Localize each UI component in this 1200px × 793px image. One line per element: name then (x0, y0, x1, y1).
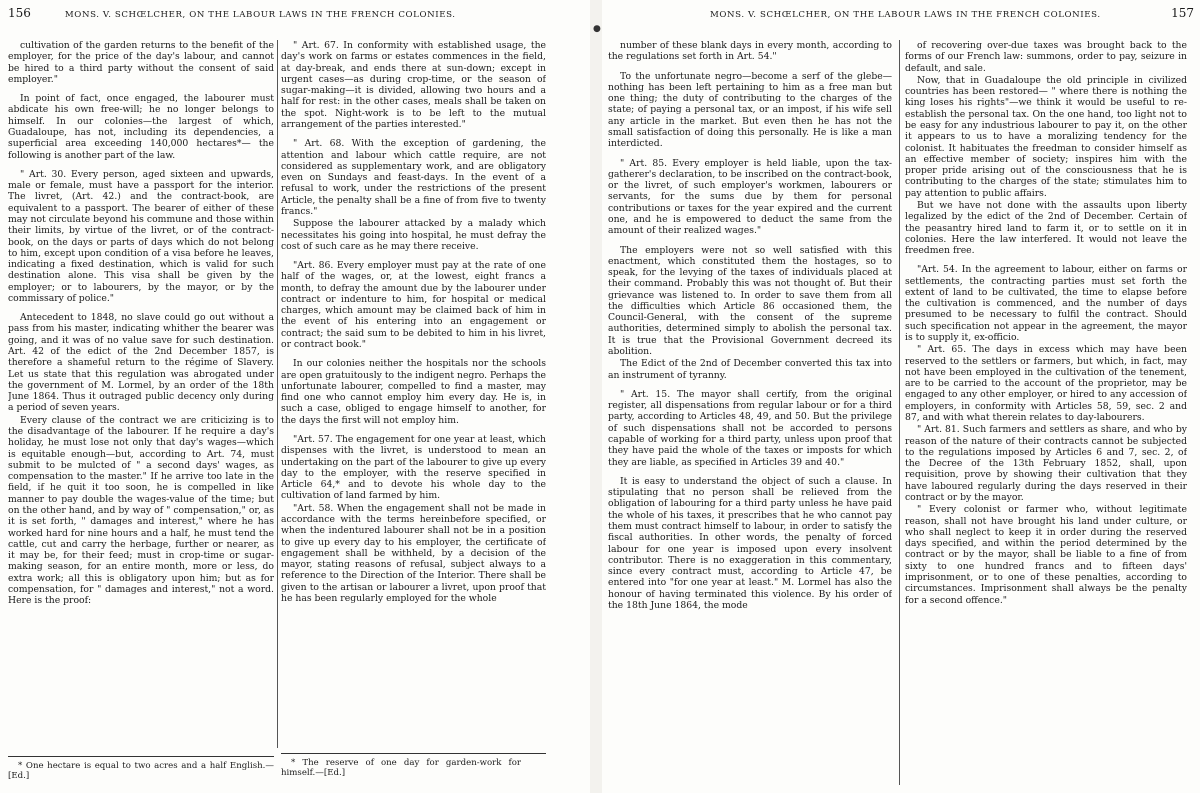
paragraph: " Every colonist or farmer who, without legitimate reason, shall not have brought his land under culture, or who shall neglect to keep it in order during the reserved days specified, and within the period determined by the contract or by the mayor, shall be liable to a fine of from sixty to one hundred francs and to fifteen days' imprisonment, or to one of these penalties, according to circumstances. Imprisonment shall always be the penalty for a second offence." (905, 504, 1187, 606)
paragraph: In our colonies neither the hospitals nor the schools are open gratuitously to the indigent negro. Perhaps the unfortunate labourer, compelled to find a master, may find one who cannot employ him every day. He is, in such a case, obliged to engage himself to another, for the days the first will not employ him. (281, 358, 546, 426)
paragraph: Every clause of the contract we are criticizing is to the disadvantage of the labourer. If he require a day's holiday, he must lose not only that day's wages—which is equitable enough—but, according to Art. 74, must submit to be mulcted of " a second days' wages, as compensation to the master." If he arrive too late in the field, if he quit it too soon, he is compelled in like manner to pay double the wages-value of the time; but on the other hand, and by way of " compensation," or, as it is set forth, " damages and interest," where he has worked hard for nine hours and a half, he must tend the cattle, cut and carry the herbage, further or nearer, as it may be, for their feed; must in crop-time or sugar-making season, for an entire month, more or less, do extra work; all this is obligatory upon him; but as for compensation, for " damages and interest," not a word. Here is the proof: (8, 414, 274, 607)
page-number: 156 (8, 6, 31, 20)
paragraph: Suppose the labourer attacked by a malady which necessitates his going into hospital, he must defray the cost of such care as he may there receive. (281, 218, 546, 252)
paragraph: The Edict of the 2nd of December converted this tax into an instrument of tyranny. (608, 358, 892, 381)
book-gutter (590, 0, 602, 793)
paragraph: " Art. 30. Every person, aged sixteen and upwards, male or female, must have a passport for the interior. The livret, (Art. 42.) and the contract-book, are equivalent to a passport. The bearer of either of these may not circulate beyond his commune and those within their limits, by virtue of the livret, or of the contract-book, on the days or parts of days which do not belong to him, except upon condition of a visa before he leaves, indicating a fixed destination, which is valid for such destination alone. This visa shall be given by the employer; or to labourers, by the mayor, or by the commissary of police." (8, 168, 274, 304)
footnote-rule (8, 756, 274, 757)
footnote (8, 761, 274, 782)
paragraph: " Art. 67. In conformity with established usage, the day's work on farms or estates commences in the field, at day-break, and ends there at sun-down; except in urgent cases—as during crop-time, or the season of sugar-making—it is divided, allowing two hours and a half for rest: in the other cases, meals shall be taken on the spot. Night-work is to be left to the mutual arrangement of the parties interested." (281, 40, 546, 130)
paragraph: In point of fact, once engaged, the labourer must abdicate his own free-will; he no longer belongs to himself. In our colonies—the largest of which, Guadaloupe, has not, including its dependencies, a superficial area exceeding 140,000 hectares*— the following is another part of the law. (8, 93, 274, 161)
footnote-text: * One hectare is equal to two acres and a half English.—[Ed.] (8, 761, 274, 782)
paragraph: But we have not done with the assaults upon liberty legalized by the edict of the 2nd of December. Certain of the peasantry hired land to farm it, or to settle on it in colonies. Here the law interfered. It would not leave the freedmen free. (905, 199, 1187, 257)
footnote-text: * The reserve of one day for garden-work for himself.—[Ed.] (281, 758, 521, 779)
paragraph: " Art. 85. Every employer is held liable, upon the tax-gatherer's declaration, to be inscribed on the contract-book, or the livret, of such employer's workmen, labourers or servants, for the sums due by them for personal contributions or taxes for the year expired and the current one, and he is empowered to deduct the same from the amount of their realized wages." (608, 157, 892, 237)
paragraph: Now, that in Guadaloupe the old principle in civilized countries has been restored— " where there is nothing the king loses his rights"—we think it would be useful to re-establish the personal tax. On the one hand, too light not to be easy for any industrious labourer to pay it, on the other it appears to us to have a moralizing tendency for the colonist. It habituates the freedman to consider himself as an effective member of society; inspires him with the proper pride arising out of the consciousness that he is contributing to the charges of the state; stimulates him to pay attention to public affairs. (905, 74, 1187, 199)
text-column-2 (281, 40, 546, 746)
running-head-title: MONS. V. SCHŒLCHER, ON THE LABOUR LAWS IN THE FRENCH COLONIES. (64, 10, 456, 20)
paragraph: The employers were not so well satisfied with this enactment, which constituted them the hostages, so to speak, for the levying of the taxes of individuals placed at their command. Probably this was not thought of. But their grievance was listened to. In order to save them from all the difficulties which Article 86 occasioned them, the Council-General, with the consent of the supreme authorities, determined simply to abolish the personal tax. It is true that the Provisional Government decreed its abolition. (608, 244, 892, 358)
paragraph: " Art. 68. With the exception of gardening, the attention and labour which cattle require, are not considered as supplementary work, and are obligatory even on Sundays and feast-days. In the event of a refusal to work, under the restrictions of the present Article, the penalty shall be a fine of from five to twenty francs." (281, 138, 546, 217)
paragraph: of recovering over-due taxes was brought back to the forms of our French law: summons, order to pay, seizure in default, and sale. (905, 40, 1187, 74)
paragraph: cultivation of the garden returns to the benefit of the employer, for the price of the day's labour, and cannot be hired to a third party without the consent of said employer." (8, 40, 274, 85)
paragraph: " Art. 81. Such farmers and settlers as share, and who by reason of the nature of their contracts cannot be subjected to the regulations imposed by Articles 6 and 7, sec. 2, of the Decree of the 13th February 1852, shall, upon requisition, prove by showing their cultivation that they have laboured regularly during the days reserved in their contract or by the mayor. (905, 424, 1187, 503)
paragraph: It is easy to understand the object of such a clause. In stipulating that no person shall be relieved from the obligation of labouring for a third party unless he have paid the whole of his taxes, it prescribes that he who cannot pay them must contract himself to labour, in order to satisfy the fiscal authorities. In other words, the penalty of forced labour for one year is imposed upon every insolvent contributor. There is no exaggeration in this commentary, since every contract must, according to Article 47, be entered into "for one year at least." M. Lormel has also the honour of having terminated this violence. By his order of the 18th June 1864, the mode (608, 475, 892, 611)
column-rule (899, 40, 900, 785)
running-header (8, 6, 580, 20)
paragraph: "Art. 58. When the engagement shall not be made in accordance with the terms hereinbefore specified, or when the indentured labourer shall not be in a position to give up every day to his employer, the certificate of engagement shall be withheld, by a decision of the mayor, stating reasons of refusal, subject always to a reference to the Direction of the Interior. There shall be given to the artisan or labourer a livret, upon proof that he has been regularly employed for the whole (281, 502, 546, 604)
paragraph: "Art. 57. The engagement for one year at least, which dispenses with the livret, is understood to mean an undertaking on the part of the labourer to give up every day to the employer, with the reserve specified in Article 64,* and to devote his whole day to the cultivation of land farmed by him. (281, 434, 546, 502)
running-header (710, 6, 1194, 20)
text-column-1 (8, 40, 274, 756)
column-rule (277, 40, 278, 748)
right-page (602, 0, 1200, 793)
paragraph: " Art. 15. The mayor shall certify, from the original register, all dispensations from regular labour or for a third party, according to Articles 48, 49, and 50. But the privilege of such dispensations shall not be accorded to persons capable of working for a third party, unless upon proof that they have paid the whole of the taxes or imposts for which they are liable, as specified in Articles 39 and 40." (608, 388, 892, 468)
paragraph: "Art. 86. Every employer must pay at the rate of one half of the wages, or, at the lowest, eight francs a month, to defray the amount due by the labourer under contract or indenture to him, for hospital or medical charges, which amount may be claimed back of him in the event of his entering into an engagement or contract; the said sum to be debited to him in his livret, or contract book." (281, 260, 546, 351)
footnote (281, 758, 521, 779)
footnote-rule (281, 753, 546, 754)
paragraph: " Art. 65. The days in excess which may have been reserved to the settlers or farmers, but which, in fact, may not have been employed in the cultivation of the tenement, are to be carried to the account of the proprietor, may be engaged to any other employer, or hired to any accession of employers, in conformity with Articles 58, 59, sec. 2 and 87, and with what therein relates to day-labourers. (905, 344, 1187, 423)
paragraph: Antecedent to 1848, no slave could go out without a pass from his master, indicating whither the bearer was going, and it was of no value save for such destination. Art. 42 of the edict of the 2nd December 1857, is therefore a shameful return to the régime of Slavery. Let us state that this regulation was abrogated under the government of M. Lormel, by an order of the 18th June 1864. Thus it outraged public decency only during a period of seven years. (8, 312, 274, 414)
left-page (0, 0, 590, 793)
text-column-1 (608, 40, 892, 785)
page-number: 157 (1171, 6, 1194, 20)
paragraph: number of these blank days in every month, according to the regulations set forth in Art. 54." (608, 40, 892, 63)
gutter-mark: ● (593, 24, 601, 34)
text-column-2 (905, 40, 1187, 770)
paragraph: "Art. 54. In the agreement to labour, either on farms or settlements, the contracting parties must set forth the extent of land to be cultivated, the time to elapse before the cultivation is commenced, and the number of days presumed to be necessary to fulfil the contract. Should such specification not appear in the agreement, the mayor is to supply it, ex-officio. (905, 264, 1187, 344)
paragraph: To the unfortunate negro—become a serf of the glebe—nothing has been left pertaining to him as a free man but one thing; the duty of contributing to the charges of the state; of paying a personal tax, or an impost, if his wife sell any article in the market. But even then he has not the small satisfaction of doing this personally. He is like a man interdicted. (608, 70, 892, 150)
running-head-title: MONS. V. SCHŒLCHER, ON THE LABOUR LAWS IN THE FRENCH COLONIES. (710, 10, 1101, 20)
